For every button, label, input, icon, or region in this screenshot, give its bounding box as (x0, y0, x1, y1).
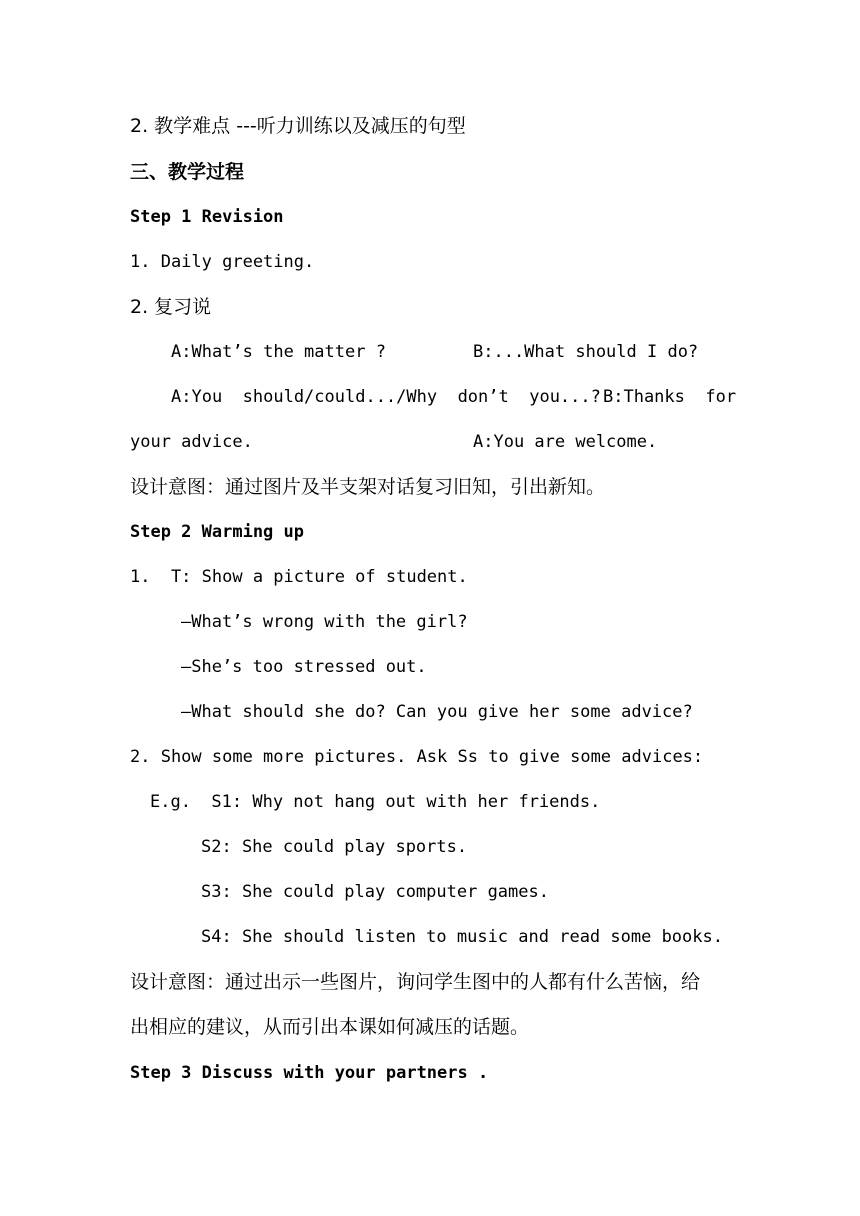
dialogue-b2-continued: your advice. (130, 432, 253, 452)
step2-question2: —What should she do? Can you give her some advice? (181, 702, 693, 722)
dialogue-a3: A:You are welcome. (473, 432, 658, 452)
dialogue-a2: A:You should/could.../Why don’t you...? (171, 387, 601, 407)
design-intent-1: 设计意图：通过图片及半支架对话复习旧知，引出新知。 (130, 476, 606, 498)
step2-heading: Step 2 Warming up (130, 522, 304, 542)
step2-item1: 1. T: Show a picture of student. (130, 567, 468, 587)
step2-item2: 2. Show some more pictures. Ask Ss to give some advices: (130, 747, 704, 767)
example-s3: S3: She could play computer games. (201, 882, 549, 902)
step1-item2: 2. 复习说 (130, 296, 212, 318)
step1-heading: Step 1 Revision (130, 207, 284, 227)
difficulty-point: 2. 教学难点 ---听力训练以及减压的句型 (130, 115, 466, 137)
design-intent-2-line1: 设计意图：通过出示一些图片，询问学生图中的人都有什么苦恼，给 (130, 971, 701, 993)
example-s1: E.g. S1: Why not hang out with her friends. (150, 792, 601, 812)
section-heading-teaching-process: 三、教学过程 (130, 161, 245, 183)
dialogue-b1: B:...What should I do? (473, 342, 699, 362)
dialogue-b2: B:Thanks for (603, 387, 737, 407)
step2-question1: —What’s wrong with the girl? (181, 612, 468, 632)
dialogue-a1: A:What’s the matter ? (171, 342, 386, 362)
design-intent-2-line2: 出相应的建议，从而引出本课如何减压的话题。 (130, 1016, 530, 1038)
example-s2: S2: She could play sports. (201, 837, 468, 857)
step1-item1: 1. Daily greeting. (130, 252, 315, 272)
step3-heading: Step 3 Discuss with your partners . (130, 1063, 489, 1083)
step2-answer1: —She’s too stressed out. (181, 657, 427, 677)
example-s4: S4: She should listen to music and read some books. (201, 927, 723, 947)
